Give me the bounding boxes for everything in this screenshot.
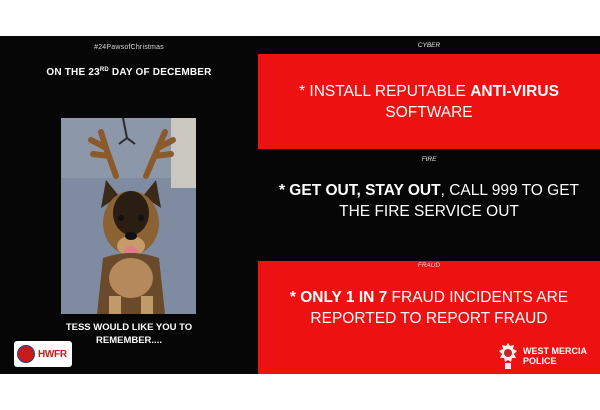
fire-line2: THE FIRE SERVICE OUT: [339, 203, 519, 220]
west-mercia-police-logo: [497, 341, 597, 371]
fraud-message: [258, 287, 600, 329]
cyber-message: [258, 81, 600, 123]
cyber-line1-bold: ANTI-VIRUS: [470, 83, 559, 100]
hwfr-logo: [14, 341, 72, 367]
tess-message-line1: TESS WOULD LIKE YOU TO: [65, 322, 193, 333]
police-logo-line2: POLICE: [523, 356, 557, 366]
police-logo-text: [523, 346, 587, 366]
day-title-prefix: ON THE 23: [46, 67, 100, 78]
day-title-suffix: DAY OF DECEMBER: [108, 67, 212, 78]
day-title: [0, 67, 258, 78]
cyber-tag: CYBER: [417, 42, 441, 49]
police-crest-icon: [497, 342, 519, 370]
fire-panel: [258, 168, 600, 258]
tips-panel: [258, 36, 600, 374]
fire-message: [258, 180, 600, 222]
fraud-line1-rest: FRAUD INCIDENTS ARE: [387, 289, 569, 306]
hashtag: #24PawsofChristmas: [94, 44, 164, 51]
fire-line1-bold: * GET OUT, STAY OUT: [278, 182, 441, 199]
infographic-slide: [0, 36, 600, 374]
hwfr-badge-icon: [17, 345, 35, 363]
police-logo-line1: WEST MERCIA: [523, 346, 587, 356]
fire-line1-rest: , CALL 999 TO GET: [440, 182, 580, 199]
fraud-line2: REPORTED TO REPORT FRAUD: [310, 310, 548, 327]
cyber-line1-prefix: * INSTALL REPUTABLE: [299, 83, 471, 100]
dog-photo-illustration: [61, 118, 196, 314]
hwfr-logo-text: HWFR: [38, 348, 67, 360]
fraud-line1-bold: * ONLY 1 IN 7: [289, 289, 388, 306]
fraud-tag: FRAUD: [417, 262, 441, 269]
dog-photo: [61, 118, 196, 314]
tess-message-line2: REMEMBER....: [96, 335, 162, 346]
cyber-line2: SOFTWARE: [385, 104, 473, 121]
day-title-sup: RD: [99, 67, 109, 73]
cyber-panel: [258, 54, 600, 149]
fire-tag: FIRE: [421, 156, 437, 163]
left-panel: [0, 36, 258, 374]
